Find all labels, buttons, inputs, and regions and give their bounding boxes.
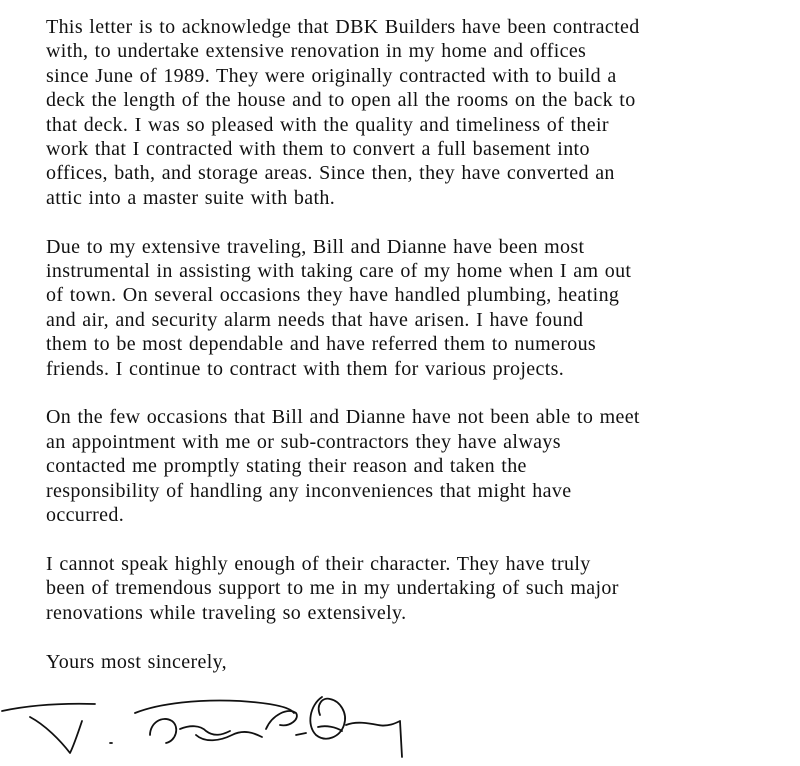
text-line: instrumental in assisting with taking care of my home when I am out (46, 260, 632, 283)
text-line: friends. I continue to contract with them for various projects. (46, 357, 565, 380)
text-line: responsibility of handling any inconveniences that might have (46, 479, 572, 502)
text-line: contacted me promptly stating their reason and taken the (46, 455, 527, 478)
paragraph-4 (46, 552, 786, 625)
text-line: On the few occasions that Bill and Dianne have not been able to meet (46, 406, 640, 429)
text-line: work that I contracted with them to convert a full basement into (46, 138, 590, 161)
text-line: since June of 1989. They were originally contracted with to build a (46, 64, 617, 87)
text-line: This letter is to acknowledge that DBK Builders have been contracted (46, 16, 640, 38)
text-line: offices, bath, and storage areas. Since then, they have converted an (46, 162, 615, 185)
letter-body (46, 15, 786, 674)
text-line: been of tremendous support to me in my undertaking of such major (46, 577, 619, 600)
text-line: with, to undertake extensive renovation in my home and offices (46, 40, 587, 63)
text-line: them to be most dependable and have referred them to numerous (46, 333, 597, 356)
text-line: occurred. (46, 504, 125, 527)
text-line: deck the length of the house and to open all the rooms on the back to (46, 89, 636, 112)
handwritten-signature-icon (0, 685, 420, 766)
text-line: renovations while traveling so extensively. (46, 601, 407, 624)
paragraph-1 (46, 15, 786, 210)
text-line: Due to my extensive traveling, Bill and Dianne have been most (46, 235, 585, 258)
text-line: that deck. I was so pleased with the quality and timeliness of their (46, 113, 609, 136)
paragraph-2 (46, 235, 786, 381)
closing-salutation: Yours most sincerely, (46, 650, 228, 673)
text-line: I cannot speak highly enough of their character. They have truly (46, 552, 591, 575)
paragraph-3 (46, 405, 786, 527)
text-line: of town. On several occasions they have handled plumbing, heating (46, 284, 620, 307)
text-line: an appointment with me or sub-contractors they have always (46, 430, 561, 453)
text-line: and air, and security alarm needs that have arisen. I have found (46, 308, 584, 331)
text-line: attic into a master suite with bath. (46, 186, 336, 209)
